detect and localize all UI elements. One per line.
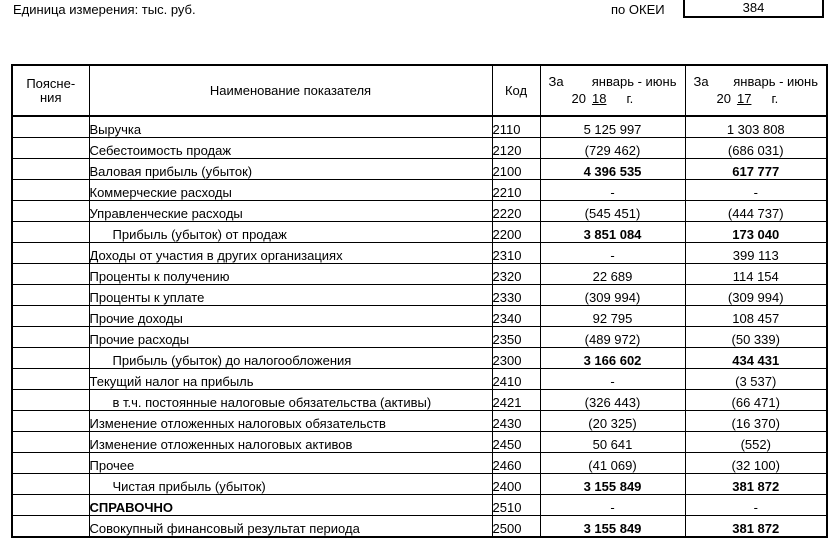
- row-value-2018: 3 166 602: [540, 348, 685, 369]
- row-code: 2100: [492, 159, 540, 180]
- row-value-2017: (309 994): [685, 285, 827, 306]
- period2-label: январь - июнь: [733, 74, 818, 89]
- row-value-2017: 381 872: [685, 474, 827, 495]
- row-code: 2330: [492, 285, 540, 306]
- row-name: Изменение отложенных налоговых обязательств: [89, 411, 492, 432]
- row-code: 2210: [492, 180, 540, 201]
- row-name: Текущий налог на прибыль: [89, 369, 492, 390]
- table-row: [12, 201, 827, 222]
- period1-year-suffix: г.: [626, 91, 634, 106]
- header-period-2017: [685, 65, 827, 116]
- period1-year: 18: [591, 91, 607, 106]
- table-row: [12, 516, 827, 538]
- table-row: [12, 495, 827, 516]
- row-code: 2320: [492, 264, 540, 285]
- row-value-2017: (16 370): [685, 411, 827, 432]
- row-value-2017: 1 303 808: [685, 116, 827, 138]
- row-name: Коммерческие расходы: [89, 180, 492, 201]
- row-name: Проценты к получению: [89, 264, 492, 285]
- table-header-row: [12, 65, 827, 116]
- row-name: Чистая прибыль (убыток): [89, 474, 492, 495]
- row-value-2018: 3 851 084: [540, 222, 685, 243]
- header-period-2018: [540, 65, 685, 116]
- row-value-2017: -: [685, 180, 827, 201]
- table-row: [12, 138, 827, 159]
- row-value-2018: 3 155 849: [540, 474, 685, 495]
- row-value-2018: 22 689: [540, 264, 685, 285]
- table-row: [12, 285, 827, 306]
- row-value-2018: (20 325): [540, 411, 685, 432]
- table-row: [12, 116, 827, 138]
- row-value-2018: (729 462): [540, 138, 685, 159]
- row-name: Управленческие расходы: [89, 201, 492, 222]
- row-value-2018: (41 069): [540, 453, 685, 474]
- table-row: [12, 327, 827, 348]
- row-code: 2300: [492, 348, 540, 369]
- period1-year-prefix: 20: [571, 91, 586, 106]
- table-row: [12, 369, 827, 390]
- row-code: 2500: [492, 516, 540, 538]
- row-name: Прибыль (убыток) до налогообложения: [89, 348, 492, 369]
- row-name: Выручка: [89, 116, 492, 138]
- row-value-2017: -: [685, 495, 827, 516]
- row-value-2018: (489 972): [540, 327, 685, 348]
- row-code: 2110: [492, 116, 540, 138]
- row-code: 2350: [492, 327, 540, 348]
- table-row: [12, 474, 827, 495]
- row-value-2018: -: [540, 495, 685, 516]
- row-value-2017: 434 431: [685, 348, 827, 369]
- note-cell: [12, 432, 89, 453]
- row-value-2017: 114 154: [685, 264, 827, 285]
- row-name: СПРАВОЧНО: [89, 495, 492, 516]
- row-value-2018: 92 795: [540, 306, 685, 327]
- note-cell: [12, 180, 89, 201]
- note-cell: [12, 474, 89, 495]
- row-value-2017: (686 031): [685, 138, 827, 159]
- row-value-2017: 617 777: [685, 159, 827, 180]
- note-cell: [12, 264, 89, 285]
- note-cell: [12, 348, 89, 369]
- header-notes-line1: Поясне-: [26, 75, 76, 91]
- row-value-2017: 173 040: [685, 222, 827, 243]
- row-name: Проценты к уплате: [89, 285, 492, 306]
- table-row: [12, 159, 827, 180]
- row-value-2017: (3 537): [685, 369, 827, 390]
- row-code: 2310: [492, 243, 540, 264]
- period2-year-prefix: 20: [716, 91, 731, 106]
- row-code: 2430: [492, 411, 540, 432]
- note-cell: [12, 327, 89, 348]
- table-row: [12, 180, 827, 201]
- row-code: 2450: [492, 432, 540, 453]
- row-value-2017: (66 471): [685, 390, 827, 411]
- row-value-2017: (444 737): [685, 201, 827, 222]
- row-code: 2200: [492, 222, 540, 243]
- okei-value: 384: [683, 0, 824, 18]
- note-cell: [12, 285, 89, 306]
- row-name: Себестоимость продаж: [89, 138, 492, 159]
- table-row: [12, 264, 827, 285]
- row-name: Прибыль (убыток) от продаж: [89, 222, 492, 243]
- period2-year-suffix: г.: [771, 91, 779, 106]
- row-value-2018: 5 125 997: [540, 116, 685, 138]
- row-value-2017: 381 872: [685, 516, 827, 538]
- row-value-2018: -: [540, 243, 685, 264]
- okei-label: по ОКЕИ: [611, 2, 665, 17]
- header-notes-line2: ния: [40, 89, 62, 105]
- row-value-2017: (552): [685, 432, 827, 453]
- table-row: [12, 411, 827, 432]
- row-value-2018: -: [540, 180, 685, 201]
- note-cell: [12, 243, 89, 264]
- units-label: Единица измерения: тыс. руб.: [13, 2, 196, 17]
- header-notes: [12, 65, 89, 116]
- row-value-2018: (309 994): [540, 285, 685, 306]
- period2-prefix: За: [693, 74, 709, 89]
- table-row: [12, 222, 827, 243]
- table-row: [12, 348, 827, 369]
- row-name: Прочие доходы: [89, 306, 492, 327]
- note-cell: [12, 159, 89, 180]
- table-row: [12, 390, 827, 411]
- row-code: 2410: [492, 369, 540, 390]
- row-value-2018: 3 155 849: [540, 516, 685, 538]
- note-cell: [12, 201, 89, 222]
- row-name: Прочее: [89, 453, 492, 474]
- row-name: Прочие расходы: [89, 327, 492, 348]
- row-name: в т.ч. постоянные налоговые обязательства (активы): [89, 390, 492, 411]
- row-name: Изменение отложенных налоговых активов: [89, 432, 492, 453]
- row-code: 2340: [492, 306, 540, 327]
- note-cell: [12, 453, 89, 474]
- note-cell: [12, 116, 89, 138]
- table-row: [12, 306, 827, 327]
- row-value-2017: (50 339): [685, 327, 827, 348]
- note-cell: [12, 306, 89, 327]
- note-cell: [12, 411, 89, 432]
- table-row: [12, 432, 827, 453]
- note-cell: [12, 390, 89, 411]
- row-value-2018: (326 443): [540, 390, 685, 411]
- row-value-2017: (32 100): [685, 453, 827, 474]
- row-name: Доходы от участия в других организациях: [89, 243, 492, 264]
- note-cell: [12, 222, 89, 243]
- row-code: 2510: [492, 495, 540, 516]
- period1-label: январь - июнь: [591, 74, 677, 89]
- row-value-2017: 399 113: [685, 243, 827, 264]
- row-code: 2220: [492, 201, 540, 222]
- row-code: 2460: [492, 453, 540, 474]
- row-name: Совокупный финансовый результат периода: [89, 516, 492, 538]
- row-code: 2120: [492, 138, 540, 159]
- row-value-2018: -: [540, 369, 685, 390]
- row-value-2018: (545 451): [540, 201, 685, 222]
- note-cell: [12, 495, 89, 516]
- header-code: Код: [492, 65, 540, 116]
- table-row: [12, 243, 827, 264]
- row-code: 2421: [492, 390, 540, 411]
- header-indicator-name: Наименование показателя: [89, 65, 492, 116]
- note-cell: [12, 369, 89, 390]
- note-cell: [12, 516, 89, 538]
- period1-prefix: За: [548, 74, 564, 89]
- row-name: Валовая прибыль (убыток): [89, 159, 492, 180]
- row-code: 2400: [492, 474, 540, 495]
- row-value-2018: 50 641: [540, 432, 685, 453]
- note-cell: [12, 138, 89, 159]
- financial-results-table: [11, 64, 828, 538]
- period2-year: 17: [736, 91, 752, 106]
- row-value-2017: 108 457: [685, 306, 827, 327]
- row-value-2018: 4 396 535: [540, 159, 685, 180]
- table-row: [12, 453, 827, 474]
